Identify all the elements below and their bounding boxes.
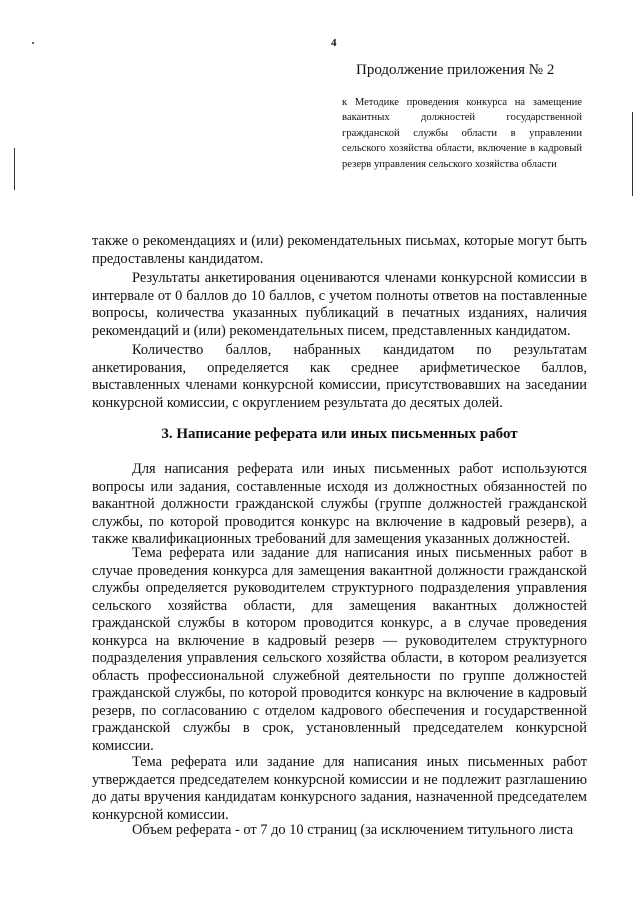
paragraph-essay-volume: Объем реферата - от 7 до 10 страниц (за исключением титульного листа (132, 822, 574, 838)
scan-mark-right (632, 112, 633, 196)
annex-title: Продолжение приложения № 2 (356, 62, 555, 78)
scan-mark-left (14, 148, 15, 190)
scan-dot (32, 42, 34, 44)
paragraph-essay-topic: Тема реферата или задание для написания иных письменных работ в случае проведения конкурса для замещения вакантной должности гражданской службы определяется руководителем структурного подразделения управления сельского хозяйства области, для замещения вакантных должностей гражданской службы в котором проводится конкурс, а в случае проведения конкурса на включение в кадровый резерв — руководителем структурного подразделения управления сельского хозяйства области, в котором реализуется область профессиональной служебной деятельности по группе должностей гражданской службы, по которой проводится конкурс на включение в кадровый резерв, по согласованию с отделом кадрового обеспечения и государственной гражданской службы в срок, установленный председателем конкурсной комиссии. (92, 545, 587, 754)
paragraph-survey-results: Результаты анкетирования оцениваются членами конкурсной комиссии в интервале от 0 баллов до 10 баллов, с учетом полноты ответов на поставленные вопросы, количества указанных публикаций в печатных изданиях, наличия рекомендаций и (или) рекомендательных писем, представленных кандидатом. (92, 270, 587, 339)
paragraph-essay-questions: Для написания реферата или иных письменных работ используются вопросы или задания, составленные исходя из должностных обязанностей по вакантной должности гражданской службы (группе должностей гражданской службы, по которой проводится конкурс на включение в кадровый резерв), а также квалификационных требований для замещения указанных должностей. (92, 461, 587, 547)
annex-subtitle: к Методике проведения конкурса на замещение вакантных должностей государственной гражданской службы области в управлении сельского хозяйства области, включение в кадровый резерв управления сельского хозяйства области (342, 97, 582, 170)
paragraph-score-count: Количество баллов, набранных кандидатом по результатам анкетирования, определяется как среднее арифметическое баллов, выставленных членами конкурсной комиссии, присутствовавших на заседании конкурсной комиссии, с округлением результата до десятых долей. (92, 342, 587, 411)
paragraph-continuation: также о рекомендациях и (или) рекомендательных письмах, которые могут быть предоставлены кандидатом. (92, 233, 587, 267)
paragraph-topic-approval: Тема реферата или задание для написания иных письменных работ утверждается председателем конкурсной комиссии и не подлежит разглашению до даты вручения кандидатам конкурсного задания, назначенной председателем конкурсной комиссии. (92, 754, 587, 823)
page-number: 4 (331, 37, 337, 49)
section-heading: 3. Написание реферата или иных письменных работ (161, 426, 518, 442)
